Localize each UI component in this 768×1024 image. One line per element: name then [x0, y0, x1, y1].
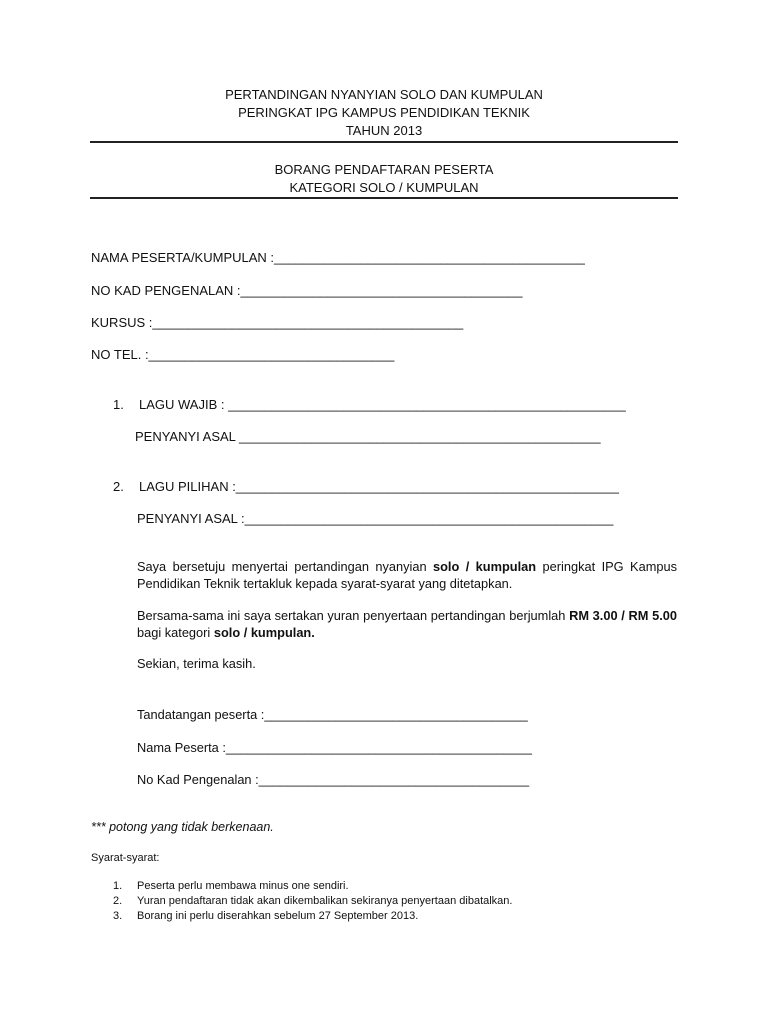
- title-divider: [90, 197, 678, 199]
- event-title: PERTANDINGAN NYANYIAN SOLO DAN KUMPULAN: [225, 87, 543, 102]
- fee-text: Bersama-sama ini saya sertakan yuran penyertaan pertandingan berjumlah: [137, 608, 570, 623]
- ic-number-field[interactable]: NO KAD PENGENALAN :_______________________________________: [91, 283, 523, 298]
- condition-number: 3.: [113, 910, 123, 922]
- declaration-paragraph-2: [137, 607, 677, 641]
- strike-through-note: *** potong yang tidak berkenaan.: [91, 820, 274, 834]
- declaration-text: peringkat IPG Kampus Pendidikan Teknik tertakluk kepada syarat-syarat yang ditetapkan.: [137, 559, 677, 591]
- header-divider: [90, 141, 678, 143]
- conditions-title: Syarat-syarat:: [91, 852, 160, 864]
- fee-text: bagi kategori: [137, 625, 214, 640]
- participant-name-field[interactable]: NAMA PESERTA/KUMPULAN :___________________________________________: [91, 250, 585, 265]
- condition-number: 2.: [113, 895, 123, 907]
- fee-amount: RM 3.00 / RM 5.00: [569, 608, 677, 623]
- original-singer-2-field[interactable]: PENYANYI ASAL :___________________________________________________: [137, 511, 614, 526]
- original-singer-1-field[interactable]: PENYANYI ASAL __________________________________________________: [135, 429, 601, 444]
- declaration-paragraph-1: [137, 558, 677, 592]
- form-category: KATEGORI SOLO / KUMPULAN: [289, 180, 479, 195]
- course-field[interactable]: KURSUS :___________________________________________: [91, 315, 464, 330]
- song-1-number: 1.: [113, 397, 124, 412]
- closing-text: Sekian, terima kasih.: [137, 656, 256, 671]
- compulsory-song-field[interactable]: LAGU WAJIB : _______________________________________________________: [139, 397, 626, 412]
- chosen-song-field[interactable]: LAGU PILIHAN :_____________________________________________________: [139, 479, 619, 494]
- declaration-text: Saya bersetuju menyertai pertandingan nyanyian: [137, 559, 433, 574]
- condition-number: 1.: [113, 880, 123, 892]
- condition-item: Borang ini perlu diserahkan sebelum 27 September 2013.: [137, 910, 419, 922]
- fee-category: solo / kumpulan.: [213, 625, 315, 640]
- event-year: TAHUN 2013: [345, 123, 423, 138]
- signature-ic-field[interactable]: No Kad Pengenalan :______________________________________: [137, 772, 530, 787]
- condition-item: Peserta perlu membawa minus one sendiri.: [137, 880, 349, 892]
- event-level: PERINGKAT IPG KAMPUS PENDIDIKAN TEKNIK: [238, 105, 530, 120]
- category-emphasis: solo / kumpulan: [433, 559, 537, 574]
- signature-field[interactable]: Tandatangan peserta :_____________________________________: [137, 707, 528, 722]
- signature-name-field[interactable]: Nama Peserta :___________________________________________: [137, 740, 532, 755]
- form-title: BORANG PENDAFTARAN PESERTA: [274, 162, 494, 177]
- phone-field[interactable]: NO TEL. :__________________________________: [91, 347, 395, 362]
- condition-item: Yuran pendaftaran tidak akan dikembalikan sekiranya penyertaan dibatalkan.: [137, 895, 513, 907]
- song-2-number: 2.: [113, 479, 124, 494]
